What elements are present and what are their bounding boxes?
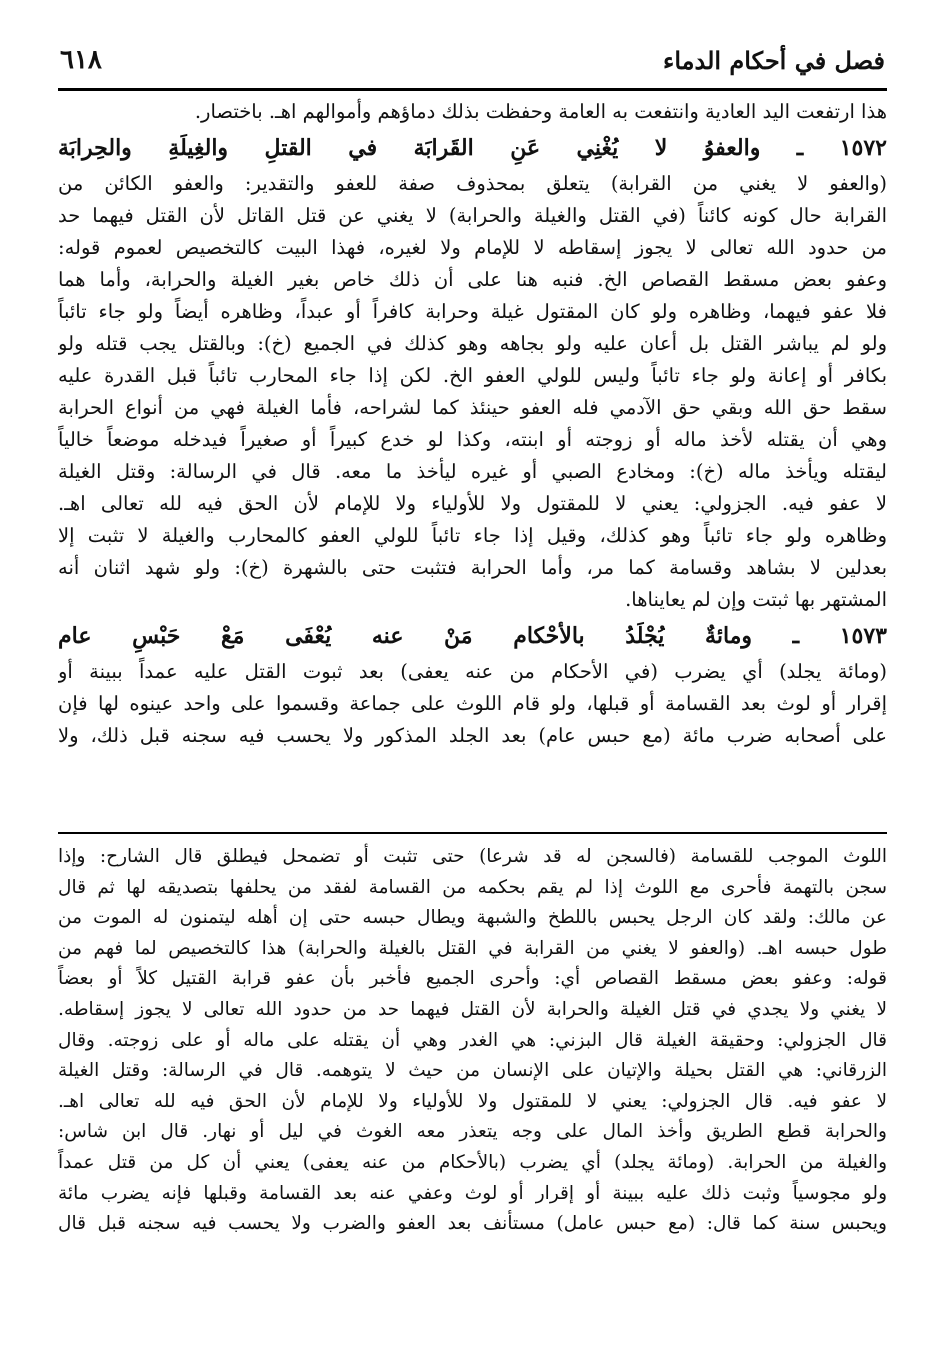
footnote-line: ويحبس سنة كما قال: (مع حبس عامل) مستأنف بعد العفو والضرب ولا يحسب فيه سجنه قبل قال — [58, 1213, 887, 1235]
text-line: ليقتله ويأخذ ماله (خ): ومخادع الصبي أو غيره ليأخذ ما معه. قال في الرسالة: وقتل الغيلة — [58, 460, 887, 483]
verse-1573: ١٥٧٣ ـ ومائةٌ يُجْلَدُ بالأحْكام مَنْ عنه يُعْفَى مَعْ حَبْسِ عام — [58, 623, 887, 649]
text-line: (ومائة يجلد) أي يضرب (في الأحكام من عنه يعفى) بعد ثبوت القتل عليه عمداً ببينة أو — [58, 660, 887, 683]
text-line: (والعفو لا يغني من القرابة) يتعلق بمحذوف صفة للعفو والتقدير: والعفو الكائن من — [58, 172, 887, 195]
footnote-line: قال الجزولي: وحقيقة الغيلة قال البزني: هي الغدر وهي أن يقتله على ماله أو على زوجته. وقال — [58, 1029, 887, 1051]
page-number: ٦١٨ — [60, 45, 102, 75]
text-line: بكافر أو إعانة ولو جاء تائباً وليس للولي العفو الخ. لكن إذا جاء المحارب تائباً قبل القدرة عليه — [58, 364, 887, 387]
running-title: فصل في أحكام الدماء — [663, 45, 885, 75]
footnote-line: سجن بالتهمة فأحرى مع اللوث إذا لم يقم بحكمه من القسامة لفقد من يحلفها بتصديقه لها ثم قال — [58, 876, 887, 898]
text-line: وهي أن يقتله لأخذ ماله أو زوجته أو ابنته، وكذا لو خدع كبيراً أو صغيراً فيدخله موضعاً خالياً — [58, 428, 887, 451]
text-line: فلا عفو فيهما، وظاهره ولو كان المقتول غيلة وحرابة كافراً أو عبداً، وظاهره أيضاً ولو جاء تائباً — [58, 300, 887, 323]
footnote-line: طول حبسه اهـ. (والعفو لا يغني من القرابة في القتل بالغيلة والحرابة) هذا كالتخصيص لما فهم من — [58, 937, 887, 959]
verse-1572: ١٥٧٢ ـ والعفوُ لا يُغْنِي عَنِ القَرابَة في القتلِ والغِيلَةِ والحِرابَة — [58, 135, 887, 161]
text-line: على أصحابه ضرب مائة (مع حبس عام) بعد الجلد المذكور ولا يحسب فيه سجنه قبل ذلك، ولا — [58, 724, 887, 747]
text-line: لا عفو فيه. الجزولي: يعني لا للمقتول ولا للأولياء ولا للإمام لأن الحق فيه لله تعالى اهـ. — [58, 492, 887, 515]
footnote-line: لا يغني ولا يجدي في قتل الغيلة والحرابة لأن القتل فيهما حد من حدود الله تعالى لا يجوز إسقاطه. — [58, 998, 887, 1020]
footnote-line: لا عفو فيه. قال الجزولي: يعني لا للمقتول ولا للأولياء ولا للإمام لأن الحق فيه لله تعالى اهـ. — [58, 1090, 887, 1112]
footnote-line: الزرقاني: هي القتل بحيلة والإتيان على الإنسان من حيث لا يتوهمه. قال في الرسالة: وقتل الغيلة — [58, 1060, 887, 1082]
main-text — [58, 96, 887, 752]
footnote-line: ولو مجوسياً وثبت ذلك عليه ببينة أو إقرار أو لوث وعفي عنه بعد القسامة وقبلها فإنه يضرب مائة — [58, 1182, 887, 1204]
text-line: بعدلين لا بشاهد وقسامة كما مر، وأما الحرابة فتثبت حتى بالشهرة (خ): ولو شهد اثنان أنه — [58, 556, 887, 579]
text-line: من حدود الله تعالى لا يجوز إسقاطه لا للإمام ولا لغيره، فهذا البيت كالتخصيص لعموم قوله: — [58, 236, 887, 259]
text-line: إقرار أو لوث بعد القسامة أو قبلها، ولو قام اللوث على جماعة وقسموا على واحد عينوه لها فإن — [58, 692, 887, 715]
footnote-line: والحرابة قطع الطريق وأخذ المال على وجه يتعذر معه الغوث في ليل أو نهار. قال ابن شاس: — [58, 1121, 887, 1143]
text-line: وعفو بعض مسقط القصاص الخ. فنبه هنا على أن ذلك خاص بغير الغيلة والحرابة، وأما هما — [58, 268, 887, 291]
footnotes — [58, 842, 887, 1240]
page-header — [60, 38, 885, 82]
text-line: سقط حق الله وبقي حق الآدمي فله العفو حينئذ كما لشراحه، فأما الغيلة فهي من أنواع الحرابة — [58, 396, 887, 419]
text-line: وظاهره ولو جاء تائباً وهو كذلك، وقيل إذا جاء تائباً للولي العفو كالمحارب والغيلة لا تثبت إلا — [58, 524, 887, 547]
text-line: القرابة حال كونه كائناً (في القتل والغيلة والحرابة) لا يغني عن قتل القاتل لأن القتل فيهما حد — [58, 204, 887, 227]
text-line: المشتهر بها ثبتت وإن لم يعايناها. — [625, 588, 887, 611]
footnote-line: عن مالك: ولقد كان الرجل يحبس باللطخ والشبهة ويطال حبسه حتى إن أهله ليتمنون له الموت من — [58, 907, 887, 929]
header-divider — [58, 88, 887, 91]
footnote-line: والغيلة من الحرابة. (ومائة يجلد) أي يضرب (بالأحكام من عنه يعفى) يعني أن كل من قتل عمداً — [58, 1151, 887, 1173]
text-line: هذا ارتفعت اليد العادية وانتفعت به العامة وحفظت بذلك دماؤهم وأموالهم اهـ. باختصار. — [194, 100, 887, 123]
footnote-divider — [58, 832, 887, 834]
footnote-line: اللوث الموجب للقسامة (فالسجن له قد شرعا) حتى تثبت أو تضمحل فيطلق قال الشارح: وإذا — [58, 846, 887, 867]
text-line: ولو لم يباشر القتل بل أعان عليه ولو بجاهه وهو كذلك في الجميع (خ): وبالقتل يجب قتله ولو — [58, 332, 887, 355]
footnote-line: قوله: وعفو بعض مسقط القصاص أي: وأحرى الجميع فأخبر بأن عفو قرابة القتيل كلاً أو بعضاً — [58, 968, 887, 990]
